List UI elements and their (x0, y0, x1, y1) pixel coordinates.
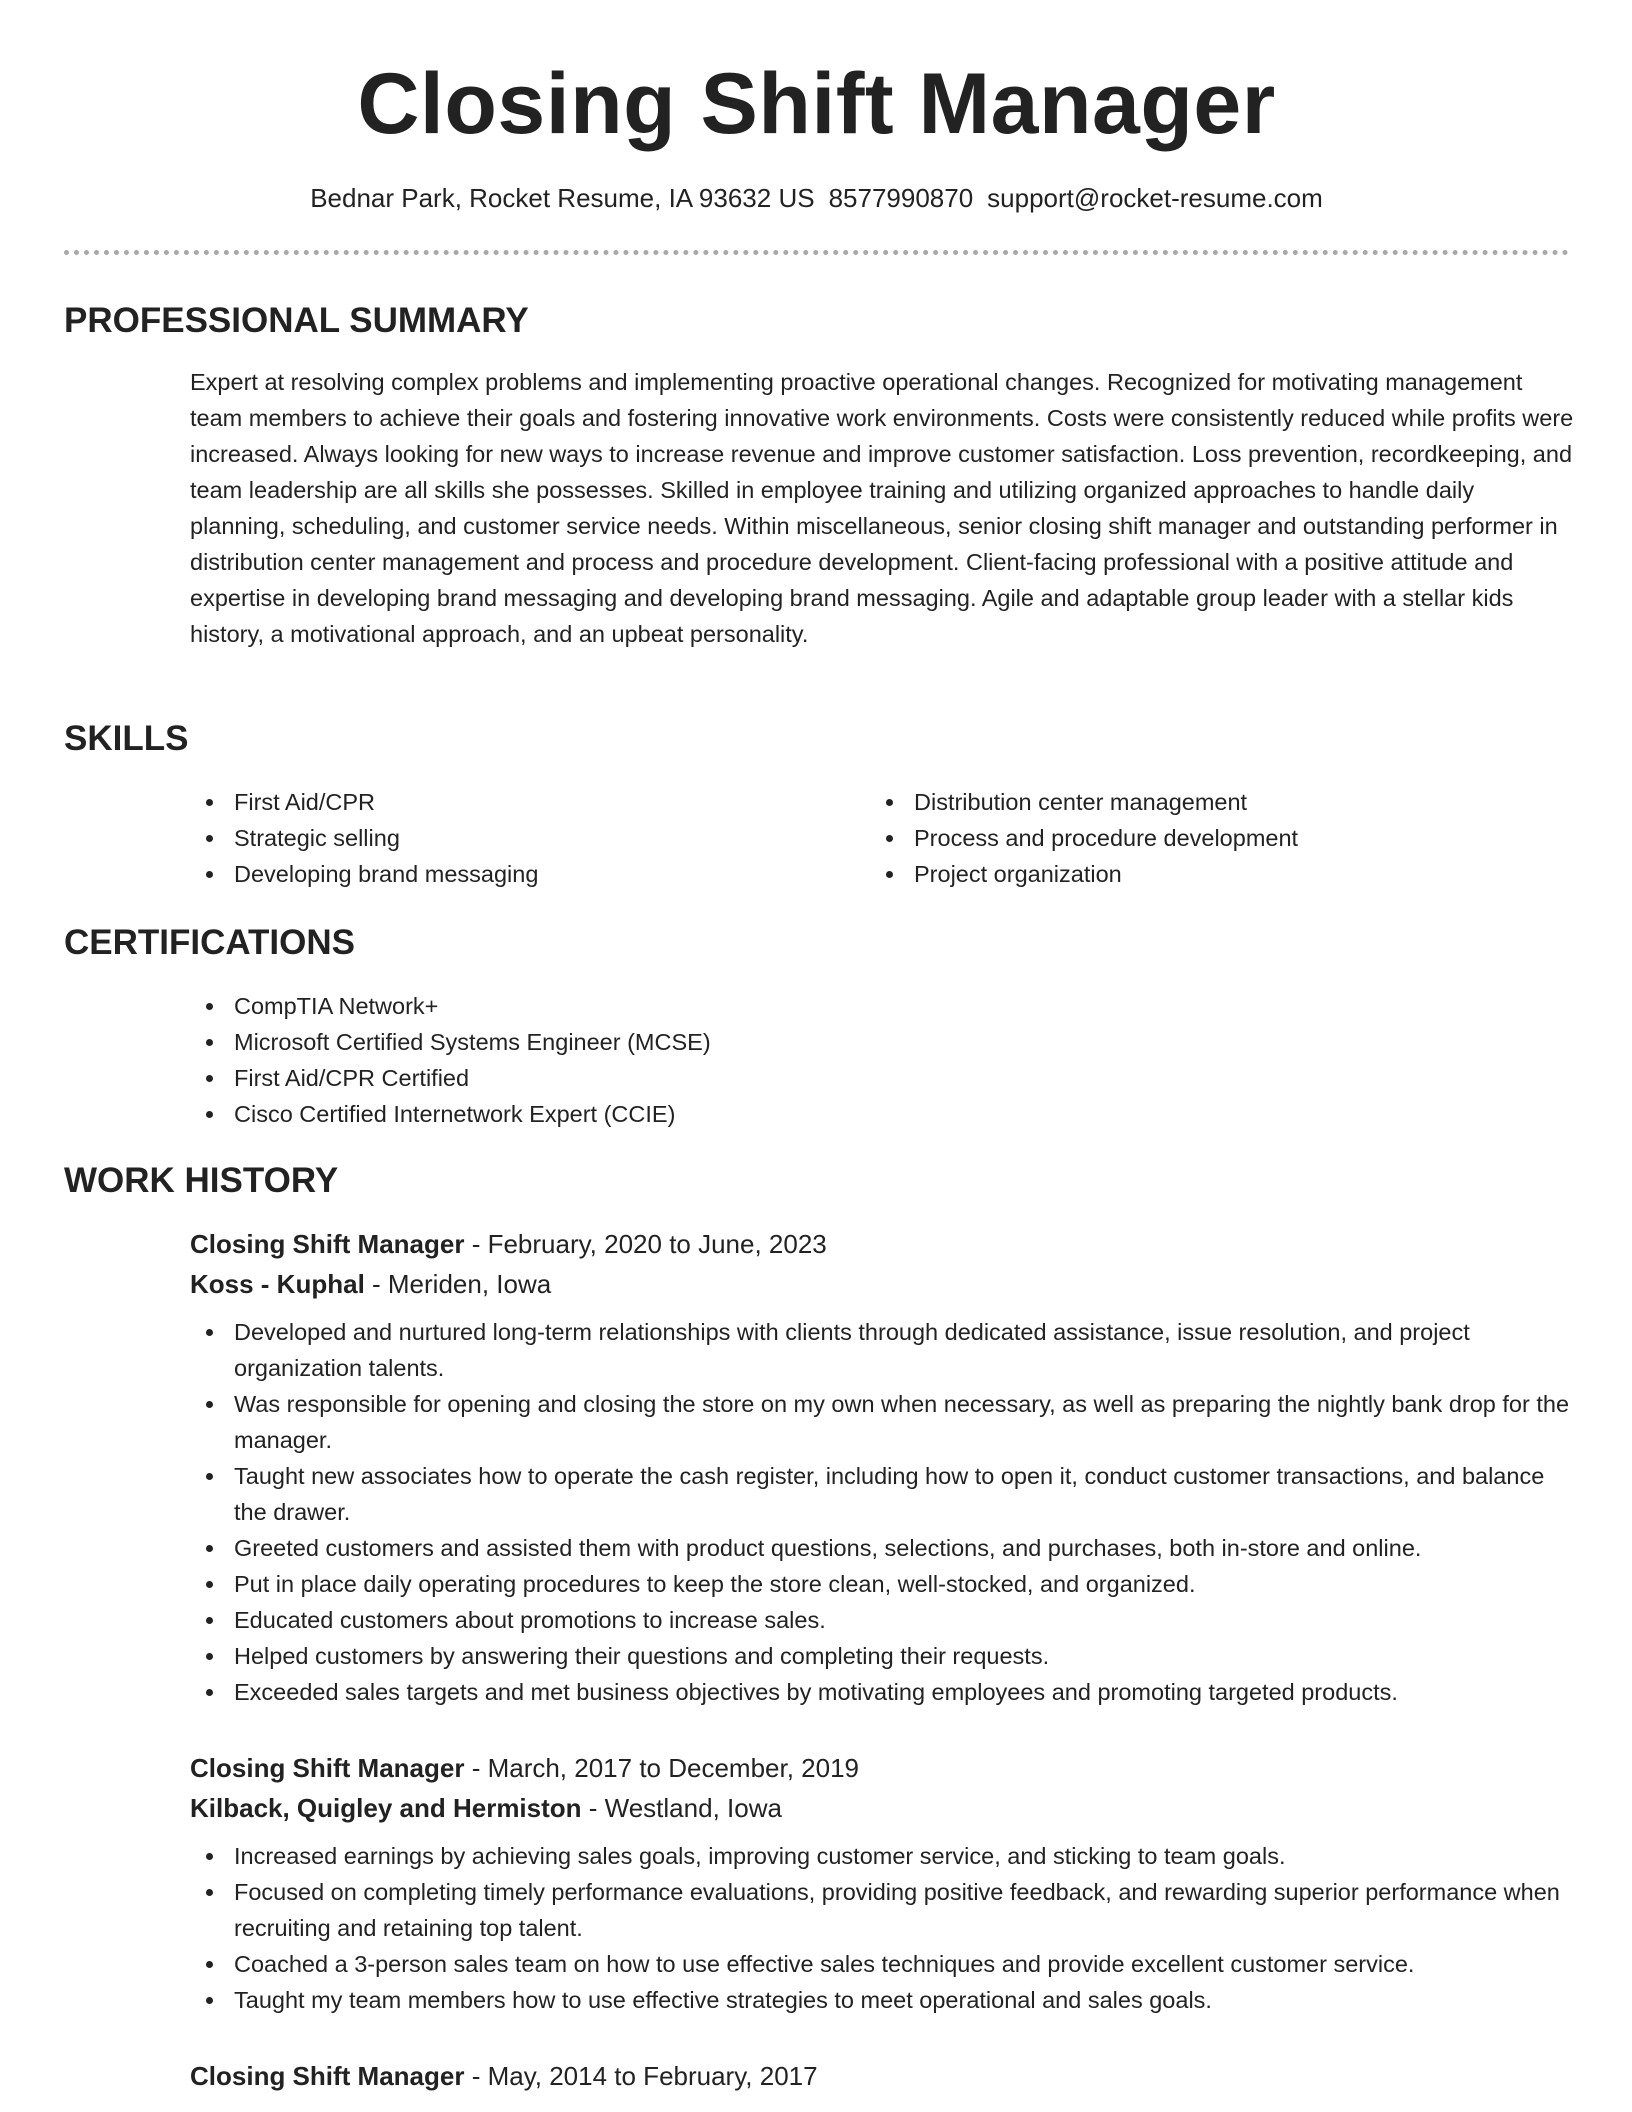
job-bullet: Taught my team members how to use effective strategies to meet operational and sales goals. (190, 1982, 1575, 2018)
skill-item: Strategic selling (190, 820, 810, 856)
job-bullet: Exceeded sales targets and met business objectives by motivating employees and promoting targeted products. (190, 1674, 1575, 1710)
job-company-line (190, 1264, 1575, 1304)
header-divider (64, 250, 1569, 255)
contact-line (64, 180, 1569, 216)
skill-item: Distribution center management (870, 784, 1550, 820)
job-bullet: Taught new associates how to operate the cash register, including how to open it, conduct customer transactions, and balance the drawer. (190, 1458, 1575, 1530)
skill-item: Process and procedure development (870, 820, 1550, 856)
job-company-line (190, 1788, 1575, 1828)
certifications-list (190, 988, 1575, 1132)
section-title-certifications: CERTIFICATIONS (64, 923, 356, 962)
job-bullets (190, 1838, 1575, 2018)
certification-item: First Aid/CPR Certified (190, 1060, 1575, 1096)
skill-item: First Aid/CPR (190, 784, 810, 820)
job-entry (190, 1748, 1575, 2018)
job-title-line (190, 1224, 1575, 1264)
job-bullet: Put in place daily operating procedures to keep the store clean, well-stocked, and organized. (190, 1566, 1575, 1602)
certification-item: CompTIA Network+ (190, 988, 1575, 1024)
certification-item: Cisco Certified Internetwork Expert (CCIE) (190, 1096, 1575, 1132)
job-entry (190, 1224, 1575, 1710)
contact-address: Bednar Park, Rocket Resume, IA 93632 US (310, 183, 815, 213)
job-bullet: Increased earnings by achieving sales goals, improving customer service, and sticking to team goals. (190, 1838, 1575, 1874)
skills-list-left (190, 784, 810, 892)
job-entry (190, 2056, 1575, 2096)
section-title-skills: SKILLS (64, 719, 189, 758)
job-bullet: Focused on completing timely performance evaluations, providing positive feedback, and rewarding superior performance when recruiting and retaining top talent. (190, 1874, 1575, 1946)
job-title: Closing Shift Manager (190, 1229, 465, 1259)
job-title-line (190, 2056, 1575, 2096)
job-bullet: Educated customers about promotions to increase sales. (190, 1602, 1575, 1638)
job-bullet: Developed and nurtured long-term relationships with clients through dedicated assistance, issue resolution, and project organization talents. (190, 1314, 1575, 1386)
job-bullet: Coached a 3-person sales team on how to use effective sales techniques and provide excellent customer service. (190, 1946, 1575, 1982)
skills-list-right (870, 784, 1550, 892)
job-location: - Westland, Iowa (581, 1793, 782, 1823)
job-bullet: Helped customers by answering their questions and completing their requests. (190, 1638, 1575, 1674)
candidate-name: Closing Shift Manager (357, 56, 1276, 152)
job-title: Closing Shift Manager (190, 2061, 465, 2091)
skill-item: Project organization (870, 856, 1550, 892)
job-dates: - February, 2020 to June, 2023 (464, 1229, 827, 1259)
job-bullets (190, 1314, 1575, 1710)
job-title: Closing Shift Manager (190, 1753, 465, 1783)
contact-phone: 8577990870 (828, 183, 974, 213)
job-bullet: Was responsible for opening and closing the store on my own when necessary, as well as preparing the nightly bank drop for the manager. (190, 1386, 1575, 1458)
job-bullet: Greeted customers and assisted them with product questions, selections, and purchases, both in-store and online. (190, 1530, 1575, 1566)
job-dates: - May, 2014 to February, 2017 (464, 2061, 818, 2091)
summary-text: Expert at resolving complex problems and implementing proactive operational changes. Recognized for motivating management team members to achieve their goals and fostering innovative work environments. Costs were consistently reduced while profits were increased. Always looking for new ways to increase revenue and improve customer satisfaction. Loss prevention, recordkeeping, and team leadership are all skills she possesses. Skilled in employee training and utilizing organized approaches to handle daily planning, scheduling, and customer service needs. Within miscellaneous, senior closing shift manager and outstanding performer in distribution center management and process and procedure development. Client-facing professional with a positive attitude and expertise in developing brand messaging and developing brand messaging. Agile and adaptable group leader with a stellar kids history, a motivational approach, and an upbeat personality. (190, 369, 1574, 647)
certification-item: Microsoft Certified Systems Engineer (MCSE) (190, 1024, 1575, 1060)
skill-item: Developing brand messaging (190, 856, 810, 892)
job-dates: - March, 2017 to December, 2019 (464, 1753, 860, 1783)
job-title-line (190, 1748, 1575, 1788)
job-company: Koss - Kuphal (190, 1269, 365, 1299)
contact-email: support@rocket-resume.com (987, 183, 1323, 213)
section-title-summary: PROFESSIONAL SUMMARY (64, 301, 529, 340)
job-company: Kilback, Quigley and Hermiston (190, 1793, 582, 1823)
job-location: - Meriden, Iowa (364, 1269, 552, 1299)
section-title-work-history: WORK HISTORY (64, 1161, 339, 1200)
